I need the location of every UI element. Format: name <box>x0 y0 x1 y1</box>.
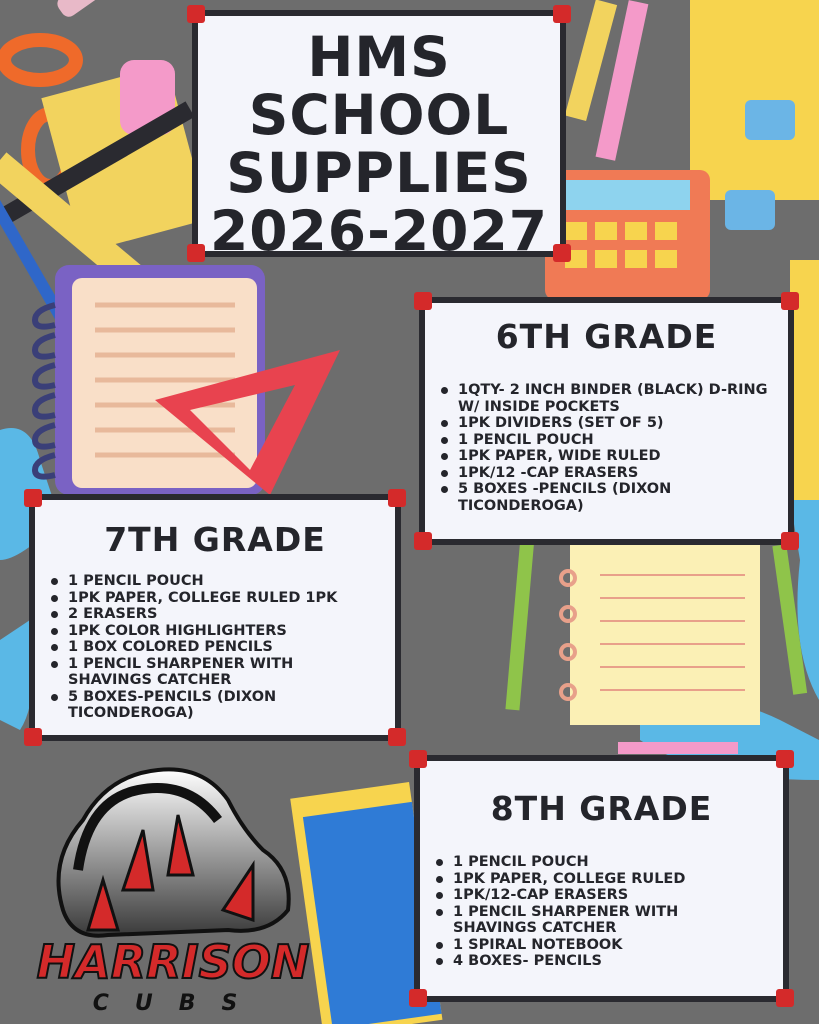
title-line: HMS <box>307 25 451 89</box>
list-item: 1 BOX COLORED PENCILS <box>68 639 385 656</box>
grade-heading: 8TH GRADE <box>490 789 713 828</box>
list-item: 1 PENCIL SHARPENER WITH SHAVINGS CATCHER <box>453 904 723 937</box>
spiral-rings <box>35 305 55 477</box>
list-item: 1 PENCIL SHARPENER WITH SHAVINGS CATCHER <box>68 656 385 689</box>
supply-list <box>420 854 783 970</box>
seventh-grade-card <box>29 494 401 741</box>
supply-list <box>35 573 395 722</box>
corner-tab <box>776 989 794 1007</box>
sixth-grade-card <box>419 297 794 545</box>
binder-clip <box>725 190 775 230</box>
corner-tab <box>24 489 42 507</box>
title-card <box>192 10 566 263</box>
logo-subtitle: CUBS <box>92 991 264 1015</box>
green-pencil <box>505 540 534 711</box>
list-item: 1PK PAPER, COLLEGE RULED <box>453 871 723 888</box>
list-item: 1 SPIRAL NOTEBOOK <box>453 937 723 954</box>
supply-list <box>425 382 788 514</box>
list-item: 1 PENCIL POUCH <box>68 573 385 590</box>
grade-heading: 7TH GRADE <box>104 520 326 559</box>
list-item: 1PK COLOR HIGHLIGHTERS <box>68 623 385 640</box>
list-item: 1PK PAPER, WIDE RULED <box>458 448 770 465</box>
notebook-lines <box>95 305 235 455</box>
binder-clip <box>745 100 795 140</box>
title-line: 2026-2027 <box>210 199 548 263</box>
corner-tab <box>187 5 205 23</box>
title-line: SUPPLIES <box>226 141 532 205</box>
list-item: 1PK/12 -CAP ERASERS <box>458 465 770 482</box>
pink-bar <box>618 742 738 754</box>
list-item: 1PK/12-CAP ERASERS <box>453 887 723 904</box>
list-item: 4 BOXES- PENCILS <box>453 953 723 970</box>
list-item: 2 ERASERS <box>68 606 385 623</box>
lined-notebook <box>570 545 760 725</box>
eighth-grade-card <box>414 755 789 1002</box>
corner-tab <box>409 989 427 1007</box>
corner-tab <box>553 5 571 23</box>
corner-tab <box>187 244 205 262</box>
list-item: 1QTY- 2 INCH BINDER (BLACK) D-RING W/ INSIDE POCKETS <box>458 382 770 415</box>
list-item: 1PK DIVIDERS (SET OF 5) <box>458 415 770 432</box>
corner-tab <box>414 532 432 550</box>
corner-tab <box>414 292 432 310</box>
bear-claw-icon <box>59 769 289 935</box>
list-item: 1 PENCIL POUCH <box>458 432 770 449</box>
list-item: 5 BOXES-PENCILS (DIXON TICONDEROGA) <box>68 689 385 722</box>
calculator-icon <box>545 170 710 300</box>
corner-tab <box>776 750 794 768</box>
title-line: SCHOOL <box>248 83 510 147</box>
corner-tab <box>781 532 799 550</box>
page-title <box>198 25 560 263</box>
corner-tab <box>781 292 799 310</box>
corner-tab <box>553 244 571 262</box>
list-item: 1PK PAPER, COLLEGE RULED 1PK <box>68 590 385 607</box>
logo-name: HARRISON <box>36 935 310 989</box>
corner-tab <box>388 728 406 746</box>
corner-tab <box>388 489 406 507</box>
corner-tab <box>24 728 42 746</box>
harrison-cubs-logo <box>28 760 318 1015</box>
grade-heading: 6TH GRADE <box>495 317 718 356</box>
list-item: 5 BOXES -PENCILS (DIXON TICONDEROGA) <box>458 481 770 514</box>
list-item: 1 PENCIL POUCH <box>453 854 723 871</box>
corner-tab <box>409 750 427 768</box>
